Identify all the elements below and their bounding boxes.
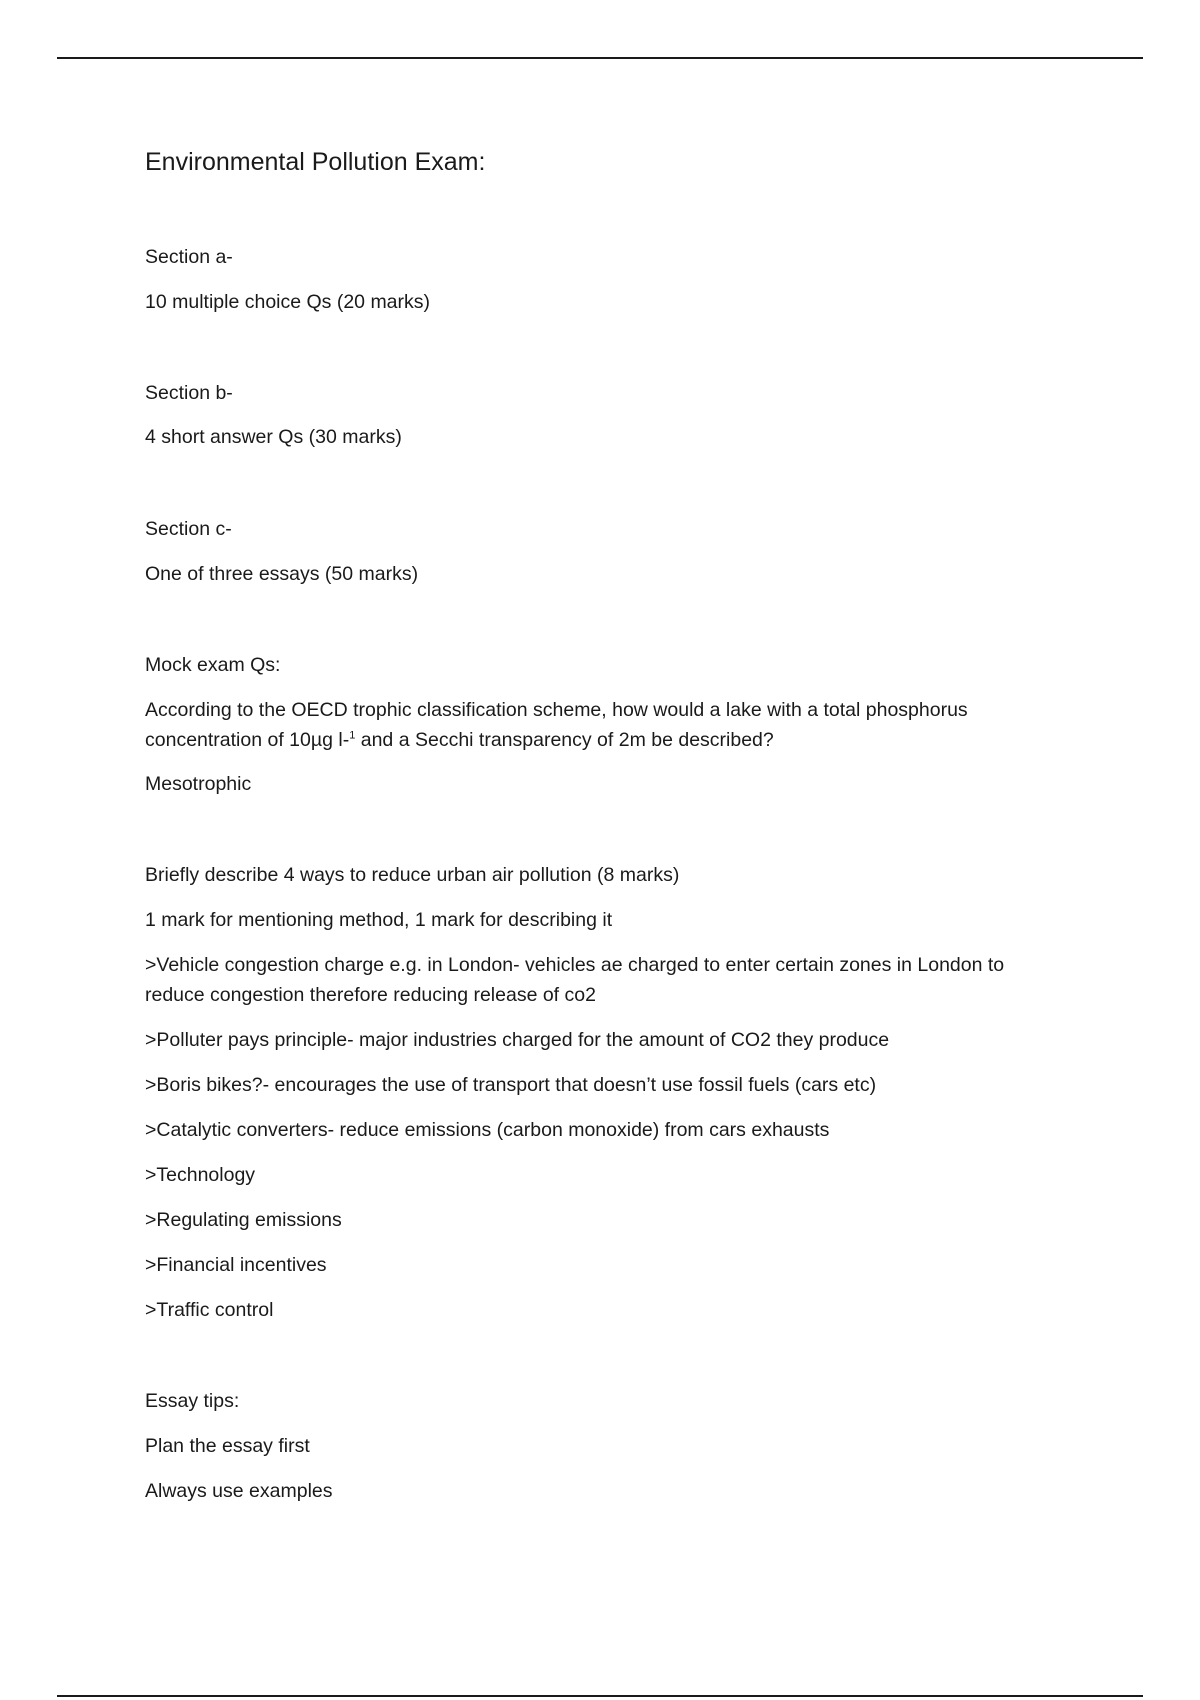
section-c-detail: One of three essays (50 marks) [145,563,419,585]
mock-q1-line2 [145,725,774,755]
section-b-heading: Section b- [145,382,233,404]
section-b-detail: 4 short answer Qs (30 marks) [145,426,402,448]
section-c-heading: Section c- [145,518,232,540]
essay-tips-heading: Essay tips: [145,1390,240,1412]
list-item: >Traffic control [145,1299,274,1321]
mock-q1-line2-end: and a Secchi transparency of 2m be described? [355,729,774,751]
list-item: >Boris bikes?- encourages the use of transport that doesn’t use fossil fuels (cars etc) [145,1074,877,1096]
mock-heading: Mock exam Qs: [145,654,281,676]
mock-q1-line1: According to the OECD trophic classification scheme, how would a lake with a total phosphorus [145,699,968,721]
list-item: >Technology [145,1164,256,1186]
mock-q1-answer: Mesotrophic [145,773,252,795]
list-item: >Polluter pays principle- major industries charged for the amount of CO2 they produce [145,1029,890,1051]
list-item: >Regulating emissions [145,1209,342,1231]
section-a-heading: Section a- [145,246,233,268]
mock-q1-superscript: 1 [349,729,356,742]
essay-tip-item: Always use examples [145,1480,333,1502]
mock-q1-line2-start: concentration of 10µg l- [145,729,350,751]
essay-tip-item: Plan the essay first [145,1435,310,1457]
list-item-continuation: reduce congestion therefore reducing release of co2 [145,984,596,1006]
mock-q2-marking: 1 mark for mentioning method, 1 mark for describing it [145,909,613,931]
document-title: Environmental Pollution Exam: [145,148,486,176]
list-item: >Catalytic converters- reduce emissions (carbon monoxide) from cars exhausts [145,1119,830,1141]
top-rule [57,57,1143,59]
mock-q2: Briefly describe 4 ways to reduce urban air pollution (8 marks) [145,864,680,886]
list-item: >Vehicle congestion charge e.g. in London- vehicles ae charged to enter certain zones in London to [145,954,1005,976]
list-item: >Financial incentives [145,1254,327,1276]
section-a-detail: 10 multiple choice Qs (20 marks) [145,291,431,313]
bottom-rule [57,1695,1143,1697]
